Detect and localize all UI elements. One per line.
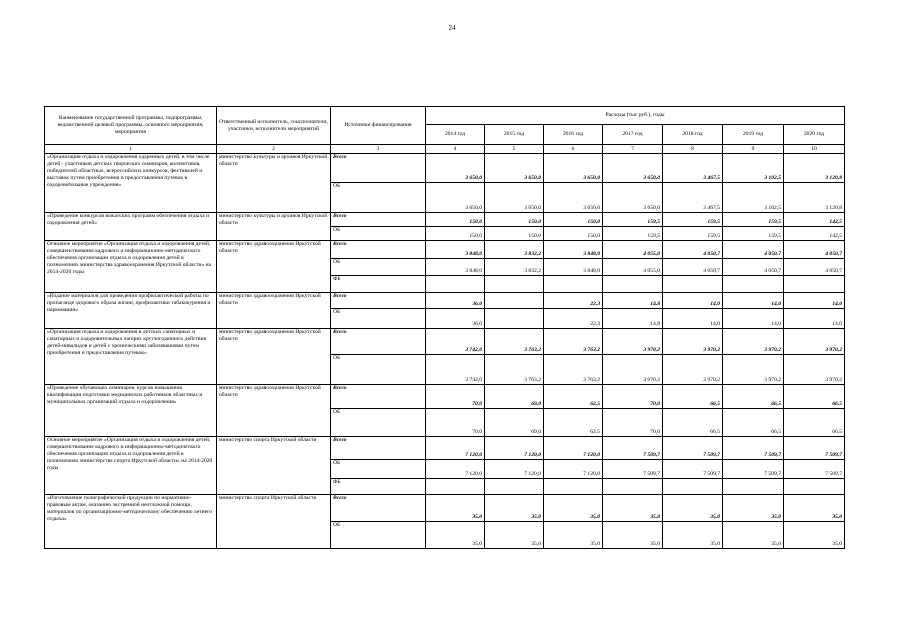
budget-table [44,106,845,549]
expense-value: 66,5 [723,385,784,409]
responsible-executor: министерство здравоохранения Иркутской области [217,385,331,437]
funding-source: ОБ [331,355,426,385]
table-body [45,154,845,549]
funding-source: ОБ [331,183,426,213]
table-row [45,154,845,183]
responsible-executor: министерство культуры и архивов Иркутской области [217,154,331,213]
expense-value: 35,0 [544,522,603,549]
expense-value [723,479,784,495]
expense-value: 3 763,2 [544,329,603,355]
header-year: 2020 год [784,125,845,145]
expense-value: 3 848,0 [426,241,485,259]
expense-value: 7 509,7 [784,437,845,460]
header-responsible: Ответственный исполнитель, соисполнители, участники, исполнители мероприятий [217,107,331,145]
expense-value: 35,0 [723,495,784,522]
funding-source: ОБ [331,309,426,329]
expense-value: 70,0 [603,409,663,437]
expense-value: 159,5 [723,213,784,227]
expense-value: 3 848,0 [544,259,603,276]
header-source: Источники финансирования [331,107,426,145]
expense-value: 14,0 [663,309,723,329]
column-number: 7 [603,145,663,154]
responsible-executor: министерство спорта Иркутской области [217,495,331,549]
program-name: «Издание материалов для проведения профилактической работы по пропаганде здорового образа жизни, профилактики табакокурения и наркомании» [45,293,217,329]
expense-value: 69,0 [485,409,544,437]
expense-value: 4 055,0 [603,241,663,259]
expense-value: 3 742,0 [426,329,485,355]
expense-value: 66,5 [784,409,845,437]
program-name: Основное мероприятие «Организация отдыха и оздоровления детей, совершенствование кадрового и информационно-методического обеспечения организации отдыха и оздоровления детей в полномочиях министерства спорта Иркутской области» на 2014-2020 годы [45,437,217,495]
expense-value: 3 650,0 [485,154,544,183]
expense-value: 7 120,0 [426,437,485,460]
funding-source: ФБ [331,479,426,495]
expense-value: 22,3 [544,309,603,329]
expense-value: 3 763,2 [544,355,603,385]
expense-value: 14,8 [603,293,663,309]
expense-value: 3 650,0 [603,154,663,183]
header-year: 2017 год [603,125,663,145]
expense-value: 3 832,2 [485,259,544,276]
funding-source: ОБ [331,227,426,241]
expense-value [723,276,784,293]
expense-value: 3 763,2 [485,355,544,385]
table-row [45,495,845,522]
responsible-executor: министерство здравоохранения Иркутской области [217,329,331,385]
program-name: «Организация отдыха и оздоровления в детских санаторных и санаторных и оздоровительных лагерях круглогодичного действия детей-инвалидов и детей с хроническими заболеваниями путем приобретения и предоставления путевок» [45,329,217,385]
header-year: 2014 год [426,125,485,145]
expense-value: 3 763,2 [485,329,544,355]
table-row [45,437,845,460]
table-row [45,293,845,309]
expense-value: 22,3 [544,293,603,309]
expense-value: 3 650,0 [544,183,603,213]
column-number: 6 [544,145,603,154]
expense-value: 35,0 [603,522,663,549]
expense-value: 4 050,7 [663,241,723,259]
funding-source: Всего [331,241,426,259]
table-row [45,213,845,227]
expense-value: 3 467,5 [663,183,723,213]
expense-value: 7 509,7 [723,460,784,479]
expense-value: 7 509,7 [723,437,784,460]
funding-source: Всего [331,385,426,409]
expense-value: 35,0 [784,495,845,522]
expense-value: 159,5 [663,213,723,227]
expense-value [485,293,544,309]
funding-source: ОБ [331,522,426,549]
header-expenses: Расходы (тыс руб.), годы [426,107,845,125]
expense-value: 14,0 [663,293,723,309]
expense-value: 66,5 [723,409,784,437]
expense-value: 3 102,5 [723,154,784,183]
expense-value [426,479,485,495]
column-number: 5 [485,145,544,154]
funding-source: ОБ [331,409,426,437]
expense-value: 70,0 [426,409,485,437]
expense-value: 35,0 [784,522,845,549]
funding-source: Всего [331,154,426,183]
expense-value: 14,0 [784,293,845,309]
expense-value [544,276,603,293]
expense-value: 3 970,2 [603,355,663,385]
expense-value: 4 050,7 [784,259,845,276]
program-name: Основное мероприятие «Организация отдыха и оздоровления детей, совершенствование кадрового и информационно-методического обеспечения организации отдыха и оздоровления детей в полномочиях министерства здравоохранения Иркутской области» на 2014-2020 годы [45,241,217,293]
column-number: 10 [784,145,845,154]
funding-source: ОБ [331,460,426,479]
expense-value: 4 050,7 [663,259,723,276]
responsible-executor: министерство здравоохранения Иркутской области [217,293,331,329]
expense-value: 150,0 [485,227,544,241]
expense-value: 35,0 [485,495,544,522]
expense-value: 3 848,0 [544,241,603,259]
expense-value: 3 102,5 [723,183,784,213]
expense-value: 142,5 [784,213,845,227]
expense-value: 62,5 [544,409,603,437]
expense-value [603,276,663,293]
expense-value [784,479,845,495]
expense-value [603,479,663,495]
expense-value: 3 970,2 [723,355,784,385]
column-number: 1 [45,145,217,154]
funding-source: ФБ [331,276,426,293]
expense-value: 35,0 [485,522,544,549]
expense-value: 66,5 [784,385,845,409]
page-number: 24 [448,24,456,32]
expense-value [485,479,544,495]
funding-source: Всего [331,437,426,460]
expense-value: 3 970,2 [603,329,663,355]
expense-value: 150,0 [544,227,603,241]
expense-value: 150,0 [426,227,485,241]
expense-value: 14,8 [603,309,663,329]
header-year: 2018 год [663,125,723,145]
expense-value: 7 509,7 [603,437,663,460]
column-number: 3 [331,145,426,154]
expense-value: 7 509,7 [663,460,723,479]
expense-value: 4 050,7 [723,259,784,276]
expense-value: 3 970,2 [723,329,784,355]
expense-value: 35,0 [663,495,723,522]
expense-value: 69,0 [485,385,544,409]
expense-value: 7 120,0 [544,437,603,460]
expense-value: 7 509,7 [784,460,845,479]
table-row [45,241,845,259]
header-year: 2019 год [723,125,784,145]
expense-value: 3 832,2 [485,241,544,259]
expense-value: 35,0 [426,495,485,522]
expense-value: 3 120,8 [784,154,845,183]
expense-value: 36,0 [426,293,485,309]
expense-value: 35,0 [544,495,603,522]
expense-value: 7 120,0 [544,460,603,479]
expense-value: 3 650,0 [603,183,663,213]
expense-value: 3 742,0 [426,355,485,385]
expense-value: 4 055,0 [603,259,663,276]
expense-value: 3 120,8 [784,183,845,213]
expense-value [663,276,723,293]
program-name: «Проведение конкурсов вожатских программ обеспечения отдыха и оздоровления детей» [45,213,217,241]
responsible-executor: министерство спорта Иркутской области [217,437,331,495]
program-name: «Изготовление полиграфической продукции по нормативно-правовым актам, оказанию экстренной неотложной помощи, материалов по организационно-методическому обеспечению летнего отдыха» [45,495,217,549]
expense-value: 35,0 [426,522,485,549]
expense-value [784,276,845,293]
column-number: 9 [723,145,784,154]
expense-value: 159,5 [603,227,663,241]
expense-value [663,479,723,495]
expense-value: 7 509,7 [603,460,663,479]
funding-source: Всего [331,495,426,522]
expense-value: 14,0 [723,309,784,329]
funding-source: Всего [331,213,426,227]
expense-value: 35,0 [663,522,723,549]
expense-value: 3 467,5 [663,154,723,183]
expense-value: 14,0 [723,293,784,309]
column-number: 2 [217,145,331,154]
program-name: «Проведение обучающих семинаров, курсов повышения квалификации подготовки медицинских работников областных и муниципальных организаций отдыха и оздоровления» [45,385,217,437]
expense-value: 3 650,0 [485,183,544,213]
expense-value: 159,5 [603,213,663,227]
table-row [45,329,845,355]
expense-value: 7 509,7 [663,437,723,460]
header-year: 2016 год [544,125,603,145]
funding-source: ОБ [331,259,426,276]
expense-value: 7 120,0 [426,460,485,479]
column-number: 4 [426,145,485,154]
expense-value: 35,0 [603,495,663,522]
expense-value: 3 970,2 [784,329,845,355]
expense-value: 142,5 [784,227,845,241]
expense-value [485,276,544,293]
expense-value: 4 050,7 [723,241,784,259]
expense-value: 159,5 [723,227,784,241]
expense-value: 3 650,0 [544,154,603,183]
expense-value: 3 650,0 [426,154,485,183]
expense-value: 62,5 [544,385,603,409]
header-name: Наименование государственной программы, подпрограммы, ведомственной целевой программы, основного мероприятия, мероприятия [45,107,217,145]
column-number: 8 [663,145,723,154]
responsible-executor: министерство культуры и архивов Иркутской области [217,213,331,241]
responsible-executor: министерство здравоохранения Иркутской области [217,241,331,293]
expense-value: 7 120,0 [485,460,544,479]
funding-source: Всего [331,293,426,309]
funding-source: Всего [331,329,426,355]
expense-value: 70,0 [426,385,485,409]
expense-value [544,479,603,495]
expense-value: 150,0 [426,213,485,227]
expense-value: 66,5 [663,385,723,409]
expense-value: 35,0 [723,522,784,549]
program-name: «Организация отдыха и оздоровления одаренных детей, в том числе детей - участников детских творческих семинаров, коллективов, победителей областных, всероссийских конкурсов, фестивалей и выставок путем приобретения и предоставления путевок в оздоровительные учреждения» [45,154,217,213]
expense-value [485,309,544,329]
expense-value: 70,0 [603,385,663,409]
header-year: 2015 год [485,125,544,145]
expense-value [426,276,485,293]
expense-value: 7 120,0 [485,437,544,460]
expense-value: 3 970,2 [663,329,723,355]
expense-value: 150,0 [485,213,544,227]
expense-value: 3 650,0 [426,183,485,213]
expense-value: 36,0 [426,309,485,329]
expense-value: 3 848,0 [426,259,485,276]
expense-value: 14,0 [784,309,845,329]
expense-value: 3 970,2 [663,355,723,385]
expense-value: 66,5 [663,409,723,437]
expense-value: 159,5 [663,227,723,241]
expense-value: 4 050,7 [784,241,845,259]
expense-value: 150,0 [544,213,603,227]
expense-value: 3 970,2 [784,355,845,385]
table-row [45,385,845,409]
